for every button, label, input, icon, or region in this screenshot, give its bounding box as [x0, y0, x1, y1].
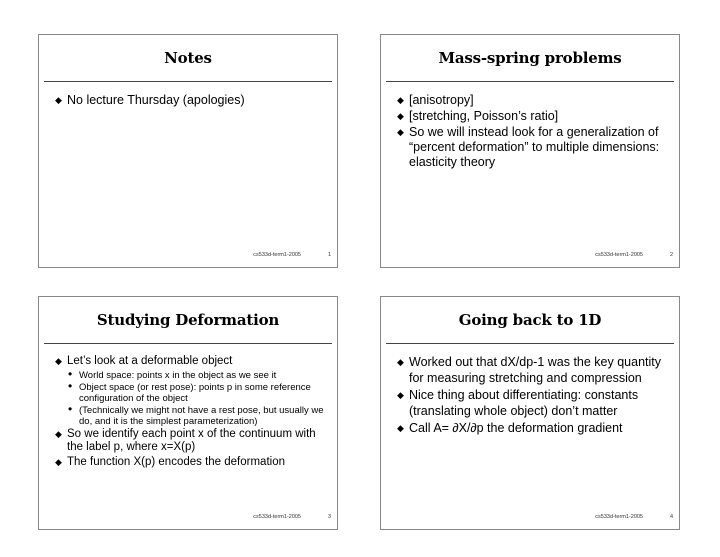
slide-body	[55, 355, 329, 470]
slide-2	[380, 34, 680, 268]
page-number: 1	[327, 252, 331, 258]
bullet-item: ◆ [anisotropy]	[397, 93, 671, 108]
slide-title: Mass-spring problems	[438, 49, 622, 67]
slide-footer: cs533d-term1-2005	[595, 252, 643, 258]
slide-body	[55, 93, 329, 109]
slide-4	[380, 296, 680, 530]
page-number: 2	[669, 252, 673, 258]
bullet-item: ◆ Worked out that dX/dp-1 was the key quantity for measuring stretching and compression	[397, 355, 671, 386]
bullet-item: ◆ The function X(p) encodes the deformation	[55, 456, 329, 470]
slide-body	[397, 93, 671, 171]
slide-3	[38, 296, 338, 530]
bullet-item: ◆ Let’s look at a deformable object	[55, 355, 329, 369]
sub-bullet-item: • World space: points x in the object as we see it	[55, 370, 329, 381]
slide-footer: cs533d-term1-2005	[253, 252, 301, 258]
bullet-item: ◆ So we will instead look for a generalization of “percent deformation” to multiple dimensions: elasticity theory	[397, 125, 671, 170]
bullet-item: ◆ No lecture Thursday (apologies)	[55, 93, 329, 108]
page-number: 4	[669, 514, 673, 520]
title-divider	[386, 81, 674, 82]
sub-bullet-item: • Object space (or rest pose): points p in some reference configuration of the object	[55, 382, 329, 404]
bullet-item: ◆ [stretching, Poisson’s ratio]	[397, 109, 671, 124]
sub-bullet-item: • (Technically we might not have a rest pose, but usually we do, and it is the simplest parameterization)	[55, 405, 329, 427]
title-divider	[44, 343, 332, 344]
page-number: 3	[327, 514, 331, 520]
bullet-item: ◆ Call A= ∂X/∂p the deformation gradient	[397, 421, 671, 437]
bullet-item: ◆ So we identify each point x of the continuum with the label p, where x=X(p)	[55, 428, 329, 455]
slide-footer: cs533d-term1-2005	[253, 514, 301, 520]
title-divider	[386, 343, 674, 344]
slide-footer: cs533d-term1-2005	[595, 514, 643, 520]
title-divider	[44, 81, 332, 82]
slide-1	[38, 34, 338, 268]
bullet-item: ◆ Nice thing about differentiating: constants (translating whole object) don’t matter	[397, 388, 671, 419]
slide-title: Studying Deformation	[96, 311, 280, 329]
slide-body	[397, 355, 671, 439]
slide-title: Going back to 1D	[458, 311, 602, 329]
slide-title: Notes	[164, 49, 212, 67]
